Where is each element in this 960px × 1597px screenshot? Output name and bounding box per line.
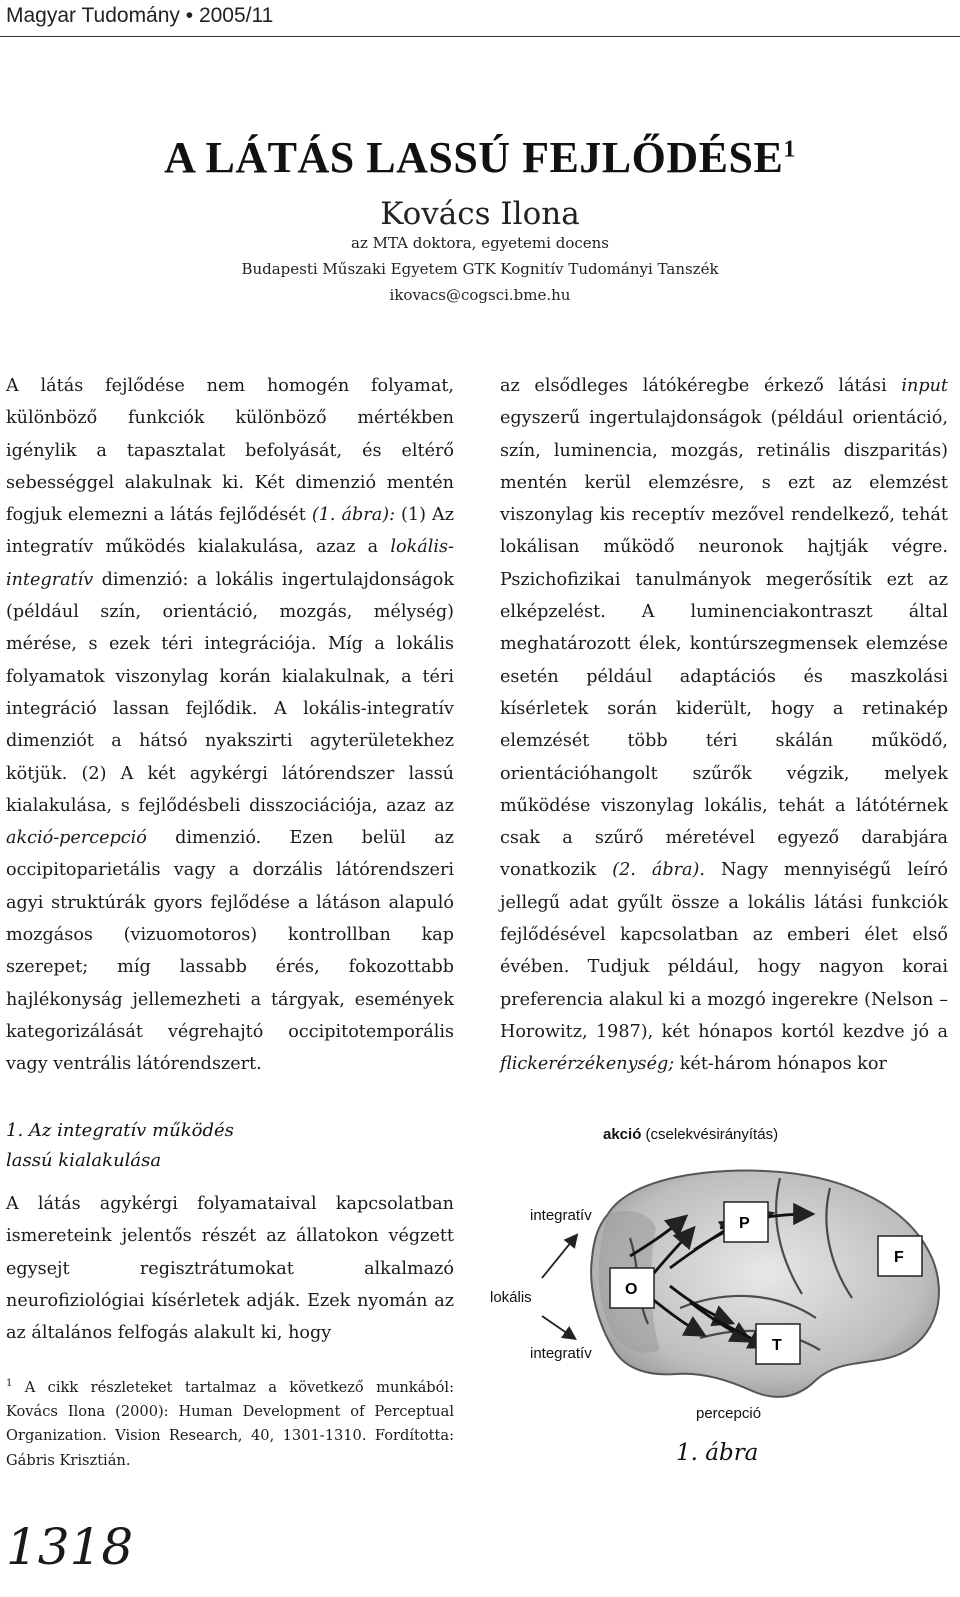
running-head: Magyar Tudomány • 2005/11 xyxy=(6,4,274,27)
right-column xyxy=(500,370,948,1081)
footnote-mark: 1 xyxy=(6,1378,13,1389)
figure-reference-1: (1. ábra): xyxy=(311,505,395,526)
article-title-text: A LÁTÁS LASSÚ FEJLŐDÉSE xyxy=(164,133,784,182)
affiliation-degree: az MTA doktora, egyetemi docens xyxy=(351,234,609,252)
box-frontal-label: F xyxy=(894,1249,904,1266)
header-rule xyxy=(0,36,960,37)
right-paragraph: az elsődleges látókéregbe érkező látási input egyszerű ingertulajdonságok (például orientáció, szín, luminencia, mozgás, retinális diszparitás) mentén kerül elemzésre, s ezt az elemzést viszonylag kis receptív mezővel rendelkező, tehát lokálisan működő neuronok hajtják végre. Pszichofizikai tanulmányok megerősítik ezt az elképzelést. A luminenciakontraszt által meghatározott élek, kontúrszegmensek elemzése esetén például adaptációs és maszkolási kísérletek során kiderült, hogy a retinakép elemzését több téri skálán működő, orientációhangolt szűrők végzik, melyek működése viszonylag lokális, tehát a látótérnek csak a szűrő méretével egyező darabjára vonatkozik (2. ábra). Nagy mennyiségű leíró jellegű adat gyűlt össze a lokális látási funkciók fejlődésével kapcsolatban az emberi élet első évében. Tudjuk például, hogy nagyon korai preferencia alakul ki a mozgó ingerekre (Nelson – Horowitz, 1987), két hónapos kortól kezdve jó a flickerérzékenység; két-három hónapos kor xyxy=(500,376,949,1075)
section-paragraph: A látás agykérgi folyamataival kapcsolatban ismereteink jelentős részét az állatokon végzett egysejt regisztrátumokat alkalmazó neurofiziológiai kísérletek adják. Ezek nyomán az az általános felfogás alakult ki, hogy xyxy=(6,1194,454,1344)
section-heading-line-2: lassú kialakulása xyxy=(6,1150,162,1171)
page-number: 1318 xyxy=(6,1518,134,1576)
footnote-text: A cikk részleteket tartalmaz a következő munkából: Kovács Ilona (2000): Human Development of Perceptual Organization. Vision Research, 40, 1301-1310. Fordította: Gábris Krisztián. xyxy=(6,1378,454,1469)
figure-caption: 1. ábra xyxy=(676,1440,759,1466)
label-local: lokális xyxy=(490,1289,532,1306)
figure-1 xyxy=(480,1118,960,1478)
term-action-perception: akció-percepció xyxy=(6,828,147,849)
figure-reference-2: (2. ábra) xyxy=(612,860,700,881)
label-action: akció (cselekvésirányítás) xyxy=(603,1126,779,1143)
label-integrative-top: integratív xyxy=(530,1207,592,1224)
label-integrative-bottom: integratív xyxy=(530,1345,592,1362)
term-flicker: flickerérzékenység; xyxy=(500,1054,675,1075)
label-perception: percepció xyxy=(696,1405,762,1422)
section-heading-line-1: 1. Az integratív működés xyxy=(6,1120,234,1141)
section-body xyxy=(6,1188,454,1349)
arrow-local-to-integrative-up xyxy=(542,1236,576,1278)
title-footnote-mark: 1 xyxy=(783,136,796,163)
brain-diagram xyxy=(480,1118,960,1448)
section-heading xyxy=(6,1116,454,1176)
box-occipital-label: O xyxy=(625,1281,638,1298)
box-temporal-label: T xyxy=(772,1337,782,1354)
box-parietal-label: P xyxy=(739,1215,750,1232)
term-input: input xyxy=(901,376,948,396)
intro-paragraph: A látás fejlődése nem homogén folyamat, különböző funkciók különböző mértékben igénylik a tapasztalat befolyását, és eltérő sebességgel alakulnak ki. Két dimenzió mentén fogjuk elemezni a látás fejlődését (1. ábra): (1) Az integratív működés kialakulása, azaz a lokális-integratív dimenzió: a lokális ingertulajdonságok (például szín, orientáció, mozgás, mélység) mérése, s ezek téri integrációja. Míg a lokális folyamatok viszonylag korán kialakulnak, a téri integráció lassan fejlődik. A lokális-integratív dimenziót a hátsó nyakszirti agyterületekhez kötjük. (2) A két agykérgi látórendszer lassú kialakulása, s fejlődésbeli disszociációja, azaz az akció-percepció dimenzió. Ezen belül az occipitoparietális vagy a dorzális látórendszeri agyi struktúrák gyors fejlődése a látáson alapuló mozgásos (vizuomotoros) kontrollban kap szerepet; míg lassabb érés, fokozottabb hajlékonyság jellemezheti a tárgyak, események kategorizálását végrehajtó occipitotemporális vagy ventrális látórendszert. xyxy=(6,376,455,1075)
arrow-local-to-integrative-down xyxy=(542,1316,574,1338)
article-title xyxy=(0,132,960,183)
left-column xyxy=(6,370,454,1081)
footnote xyxy=(6,1372,454,1473)
term-local-integrative: lokális-integratív xyxy=(6,537,454,590)
author-email: ikovacs@cogsci.bme.hu xyxy=(389,286,571,304)
affiliation-institution: Budapesti Műszaki Egyetem GTK Kognitív Tudományi Tanszék xyxy=(241,260,719,278)
author-name: Kovács Ilona xyxy=(380,196,580,232)
